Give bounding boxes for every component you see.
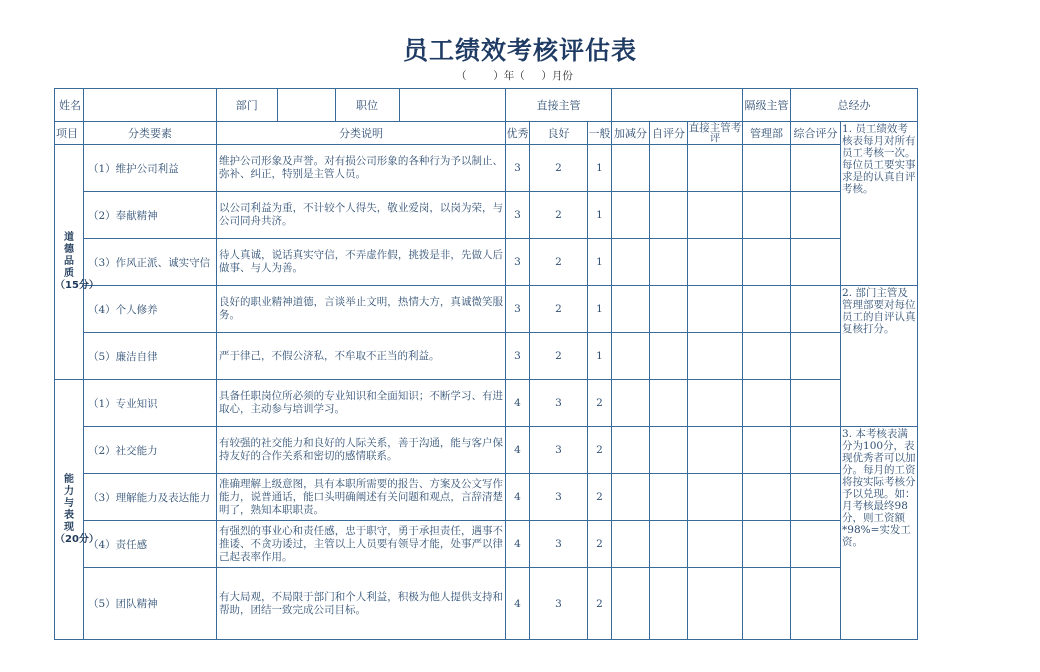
score-excellent: 4	[506, 380, 530, 427]
score-excellent: 4	[506, 474, 530, 521]
self-eval-input[interactable]	[650, 286, 688, 333]
self-eval-input[interactable]	[650, 380, 688, 427]
mgmt-dept-input[interactable]	[743, 192, 791, 239]
score-good: 3	[530, 427, 588, 474]
section-name-char: 德	[64, 244, 74, 255]
score-average: 2	[588, 521, 612, 568]
table-row	[55, 333, 918, 380]
col-excellent: 优秀	[506, 122, 530, 145]
score-good: 2	[530, 239, 588, 286]
element-description: 严于律己，不假公济私，不牟取不正当的利益。	[217, 333, 506, 380]
score-excellent: 3	[506, 145, 530, 192]
mgmt-dept-input[interactable]	[743, 239, 791, 286]
score-excellent: 3	[506, 192, 530, 239]
page-title: 员工绩效考核评估表	[402, 36, 637, 65]
bonus-deduct-input[interactable]	[612, 333, 650, 380]
direct-eval-input[interactable]	[688, 192, 743, 239]
direct-eval-input[interactable]	[688, 427, 743, 474]
direct-eval-input[interactable]	[688, 286, 743, 333]
period-line: （ ）年（ ）月份	[456, 70, 573, 82]
overall-score-input[interactable]	[791, 474, 841, 521]
element-name: （2）社交能力	[84, 427, 217, 474]
col-description: 分类说明	[217, 122, 506, 145]
element-description: 良好的职业精神道德，言谈举止文明，热情大方，真诚微笑服务。	[217, 286, 506, 333]
self-eval-input[interactable]	[650, 521, 688, 568]
score-average: 2	[588, 427, 612, 474]
overall-score-input[interactable]	[791, 380, 841, 427]
direct-eval-input[interactable]	[688, 521, 743, 568]
score-excellent: 3	[506, 239, 530, 286]
col-mgmt-dept: 管理部	[743, 122, 791, 145]
self-eval-input[interactable]	[650, 427, 688, 474]
table-row	[55, 568, 918, 640]
element-name: （5）廉洁自律	[84, 333, 217, 380]
bonus-deduct-input[interactable]	[612, 192, 650, 239]
name-label: 姓名	[55, 89, 84, 122]
mgmt-dept-input[interactable]	[743, 427, 791, 474]
mgmt-dept-input[interactable]	[743, 474, 791, 521]
direct-eval-input[interactable]	[688, 474, 743, 521]
table-row	[55, 192, 918, 239]
score-good: 2	[530, 333, 588, 380]
element-name: （1）维护公司利益	[84, 145, 217, 192]
overall-score-input[interactable]	[791, 333, 841, 380]
table-row	[55, 427, 918, 474]
element-description: 维护公司形象及声誉。对有损公司形象的各种行为予以制止、弥补、纠正，特别是主管人员。	[217, 145, 506, 192]
table-row	[55, 286, 918, 333]
element-description: 有大局观，不局限于部门和个人利益，积极为他人提供支持和帮助，团结一致完成公司目标。	[217, 568, 506, 640]
evaluation-table	[54, 88, 918, 640]
table-row	[55, 239, 918, 286]
col-good: 良好	[530, 122, 588, 145]
general-manager-label: 总经办	[791, 89, 918, 122]
section-score: （20分）	[55, 533, 99, 545]
position-label: 职位	[335, 89, 399, 121]
overall-score-input[interactable]	[791, 286, 841, 333]
score-average: 1	[588, 145, 612, 192]
score-good: 3	[530, 474, 588, 521]
element-name: （4）个人修养	[84, 286, 217, 333]
element-description: 有强烈的事业心和责任感，忠于职守，勇于承担责任，遇事不推诿、不贪功诿过，主管以上人员要有领导才能，处事严以律己起表率作用。	[217, 521, 506, 568]
bonus-deduct-input[interactable]	[612, 380, 650, 427]
dept-input[interactable]	[277, 89, 335, 121]
bonus-deduct-input[interactable]	[612, 286, 650, 333]
table-row	[55, 145, 918, 192]
column-header-row	[55, 122, 918, 145]
bonus-deduct-input[interactable]	[612, 239, 650, 286]
element-name: （3）作风正派、诚实守信	[84, 239, 217, 286]
score-excellent: 4	[506, 568, 530, 640]
score-average: 2	[588, 474, 612, 521]
direct-eval-input[interactable]	[688, 333, 743, 380]
section-name-char: 表	[64, 509, 74, 521]
direct-eval-input[interactable]	[688, 239, 743, 286]
element-name: （4）责任感	[84, 521, 217, 568]
col-category: 分类要素	[84, 122, 217, 145]
note-1: 1. 员工绩效考核表每月对所有员工考核一次。每位员工要实事求是的认真自评考核。	[841, 122, 918, 286]
element-description: 待人真诚，说话真实守信，不弄虚作假，挑拨是非，先做人后做事、与人为善。	[217, 239, 506, 286]
element-name: （3）理解能力及表达能力	[84, 474, 217, 521]
element-description: 以公司利益为重，不计较个人得失，敬业爱岗，以岗为荣，与公司同舟共济。	[217, 192, 506, 239]
element-name: （5）团队精神	[84, 568, 217, 640]
element-name: （2）奉献精神	[84, 192, 217, 239]
position-input[interactable]	[399, 89, 506, 121]
section-category	[55, 145, 99, 380]
col-direct-eval: 直接主管考评	[688, 122, 742, 144]
score-good: 2	[530, 286, 588, 333]
overall-score-input[interactable]	[791, 521, 841, 568]
note-2: 2. 部门主管及管理部要对每位员工的自评认真复核打分。	[841, 286, 918, 427]
overall-score-input[interactable]	[791, 145, 841, 192]
mgmt-dept-input[interactable]	[743, 568, 791, 640]
table-row	[55, 474, 918, 521]
element-description: 具备任职岗位所必须的专业知识和全面知识；不断学习、有进取心，主动参与培训学习。	[217, 380, 506, 427]
score-average: 2	[588, 568, 612, 640]
self-eval-input[interactable]	[650, 239, 688, 286]
score-average: 2	[588, 380, 612, 427]
score-good: 3	[530, 568, 588, 640]
section-name-char: 道	[64, 232, 74, 243]
score-good: 2	[530, 145, 588, 192]
col-bonus-deduct: 加减分	[612, 122, 650, 145]
bonus-deduct-input[interactable]	[612, 145, 650, 192]
col-self-eval: 自评分	[650, 122, 688, 145]
mgmt-dept-input[interactable]	[743, 333, 791, 380]
section-name-char: 品	[64, 256, 74, 267]
mgmt-dept-input[interactable]	[743, 380, 791, 427]
col-item: 项目	[55, 122, 84, 145]
note-3: 3. 本考核表满分为100分，表现优秀者可以加分。每月的工资将按实际考核分予以兑现。如：月考核最终98分，则工资额*98%=实发工资。	[841, 427, 918, 640]
section-name-char: 力	[64, 485, 74, 497]
element-name: （1）专业知识	[84, 380, 217, 427]
direct-eval-input[interactable]	[688, 380, 743, 427]
overall-score-input[interactable]	[791, 427, 841, 474]
self-eval-input[interactable]	[650, 568, 688, 640]
score-excellent: 3	[506, 333, 530, 380]
employee-info-row	[55, 89, 918, 122]
score-excellent: 4	[506, 427, 530, 474]
score-excellent: 4	[506, 521, 530, 568]
direct-eval-input[interactable]	[688, 145, 743, 192]
section-name-char: 与	[64, 497, 74, 509]
score-average: 1	[588, 239, 612, 286]
score-good: 3	[530, 521, 588, 568]
dept-label: 部门	[217, 89, 277, 121]
score-excellent: 3	[506, 286, 530, 333]
direct-supervisor-input[interactable]	[612, 89, 743, 122]
bonus-deduct-input[interactable]	[612, 474, 650, 521]
section-category	[55, 380, 99, 640]
self-eval-input[interactable]	[650, 192, 688, 239]
table-row	[55, 521, 918, 568]
direct-eval-input[interactable]	[688, 568, 743, 640]
mgmt-dept-input[interactable]	[743, 145, 791, 192]
table-row	[55, 380, 918, 427]
col-average: 一般	[588, 122, 612, 145]
element-description: 有较强的社交能力和良好的人际关系，善于沟通，能与客户保持友好的合作关系和密切的感情联系。	[217, 427, 506, 474]
bonus-deduct-input[interactable]	[612, 427, 650, 474]
self-eval-input[interactable]	[650, 145, 688, 192]
overall-score-input[interactable]	[791, 192, 841, 239]
score-average: 1	[588, 192, 612, 239]
score-average: 1	[588, 333, 612, 380]
section-name-char: 现	[64, 521, 74, 533]
mgmt-dept-input[interactable]	[743, 286, 791, 333]
score-good: 3	[530, 380, 588, 427]
col-overall: 综合评分	[791, 122, 841, 145]
self-eval-input[interactable]	[650, 333, 688, 380]
bonus-deduct-input[interactable]	[612, 521, 650, 568]
mgmt-dept-input[interactable]	[743, 521, 791, 568]
direct-supervisor-label: 直接主管	[506, 89, 612, 122]
name-input[interactable]	[84, 89, 217, 122]
overall-score-input[interactable]	[791, 239, 841, 286]
skip-supervisor-label: 隔级主管	[743, 89, 791, 122]
element-description: 准确理解上级意图，具有本职所需要的报告、方案及公文写作能力，说普通话，能口头明确阐述有关问题和观点，言辞清楚明了，熟知本职职责。	[217, 474, 506, 521]
section-name-char: 质	[64, 268, 74, 279]
score-average: 1	[588, 286, 612, 333]
section-score: （15分）	[55, 280, 99, 291]
score-good: 2	[530, 192, 588, 239]
bonus-deduct-input[interactable]	[612, 568, 650, 640]
overall-score-input[interactable]	[791, 568, 841, 640]
section-name-char: 能	[64, 473, 74, 485]
self-eval-input[interactable]	[650, 474, 688, 521]
